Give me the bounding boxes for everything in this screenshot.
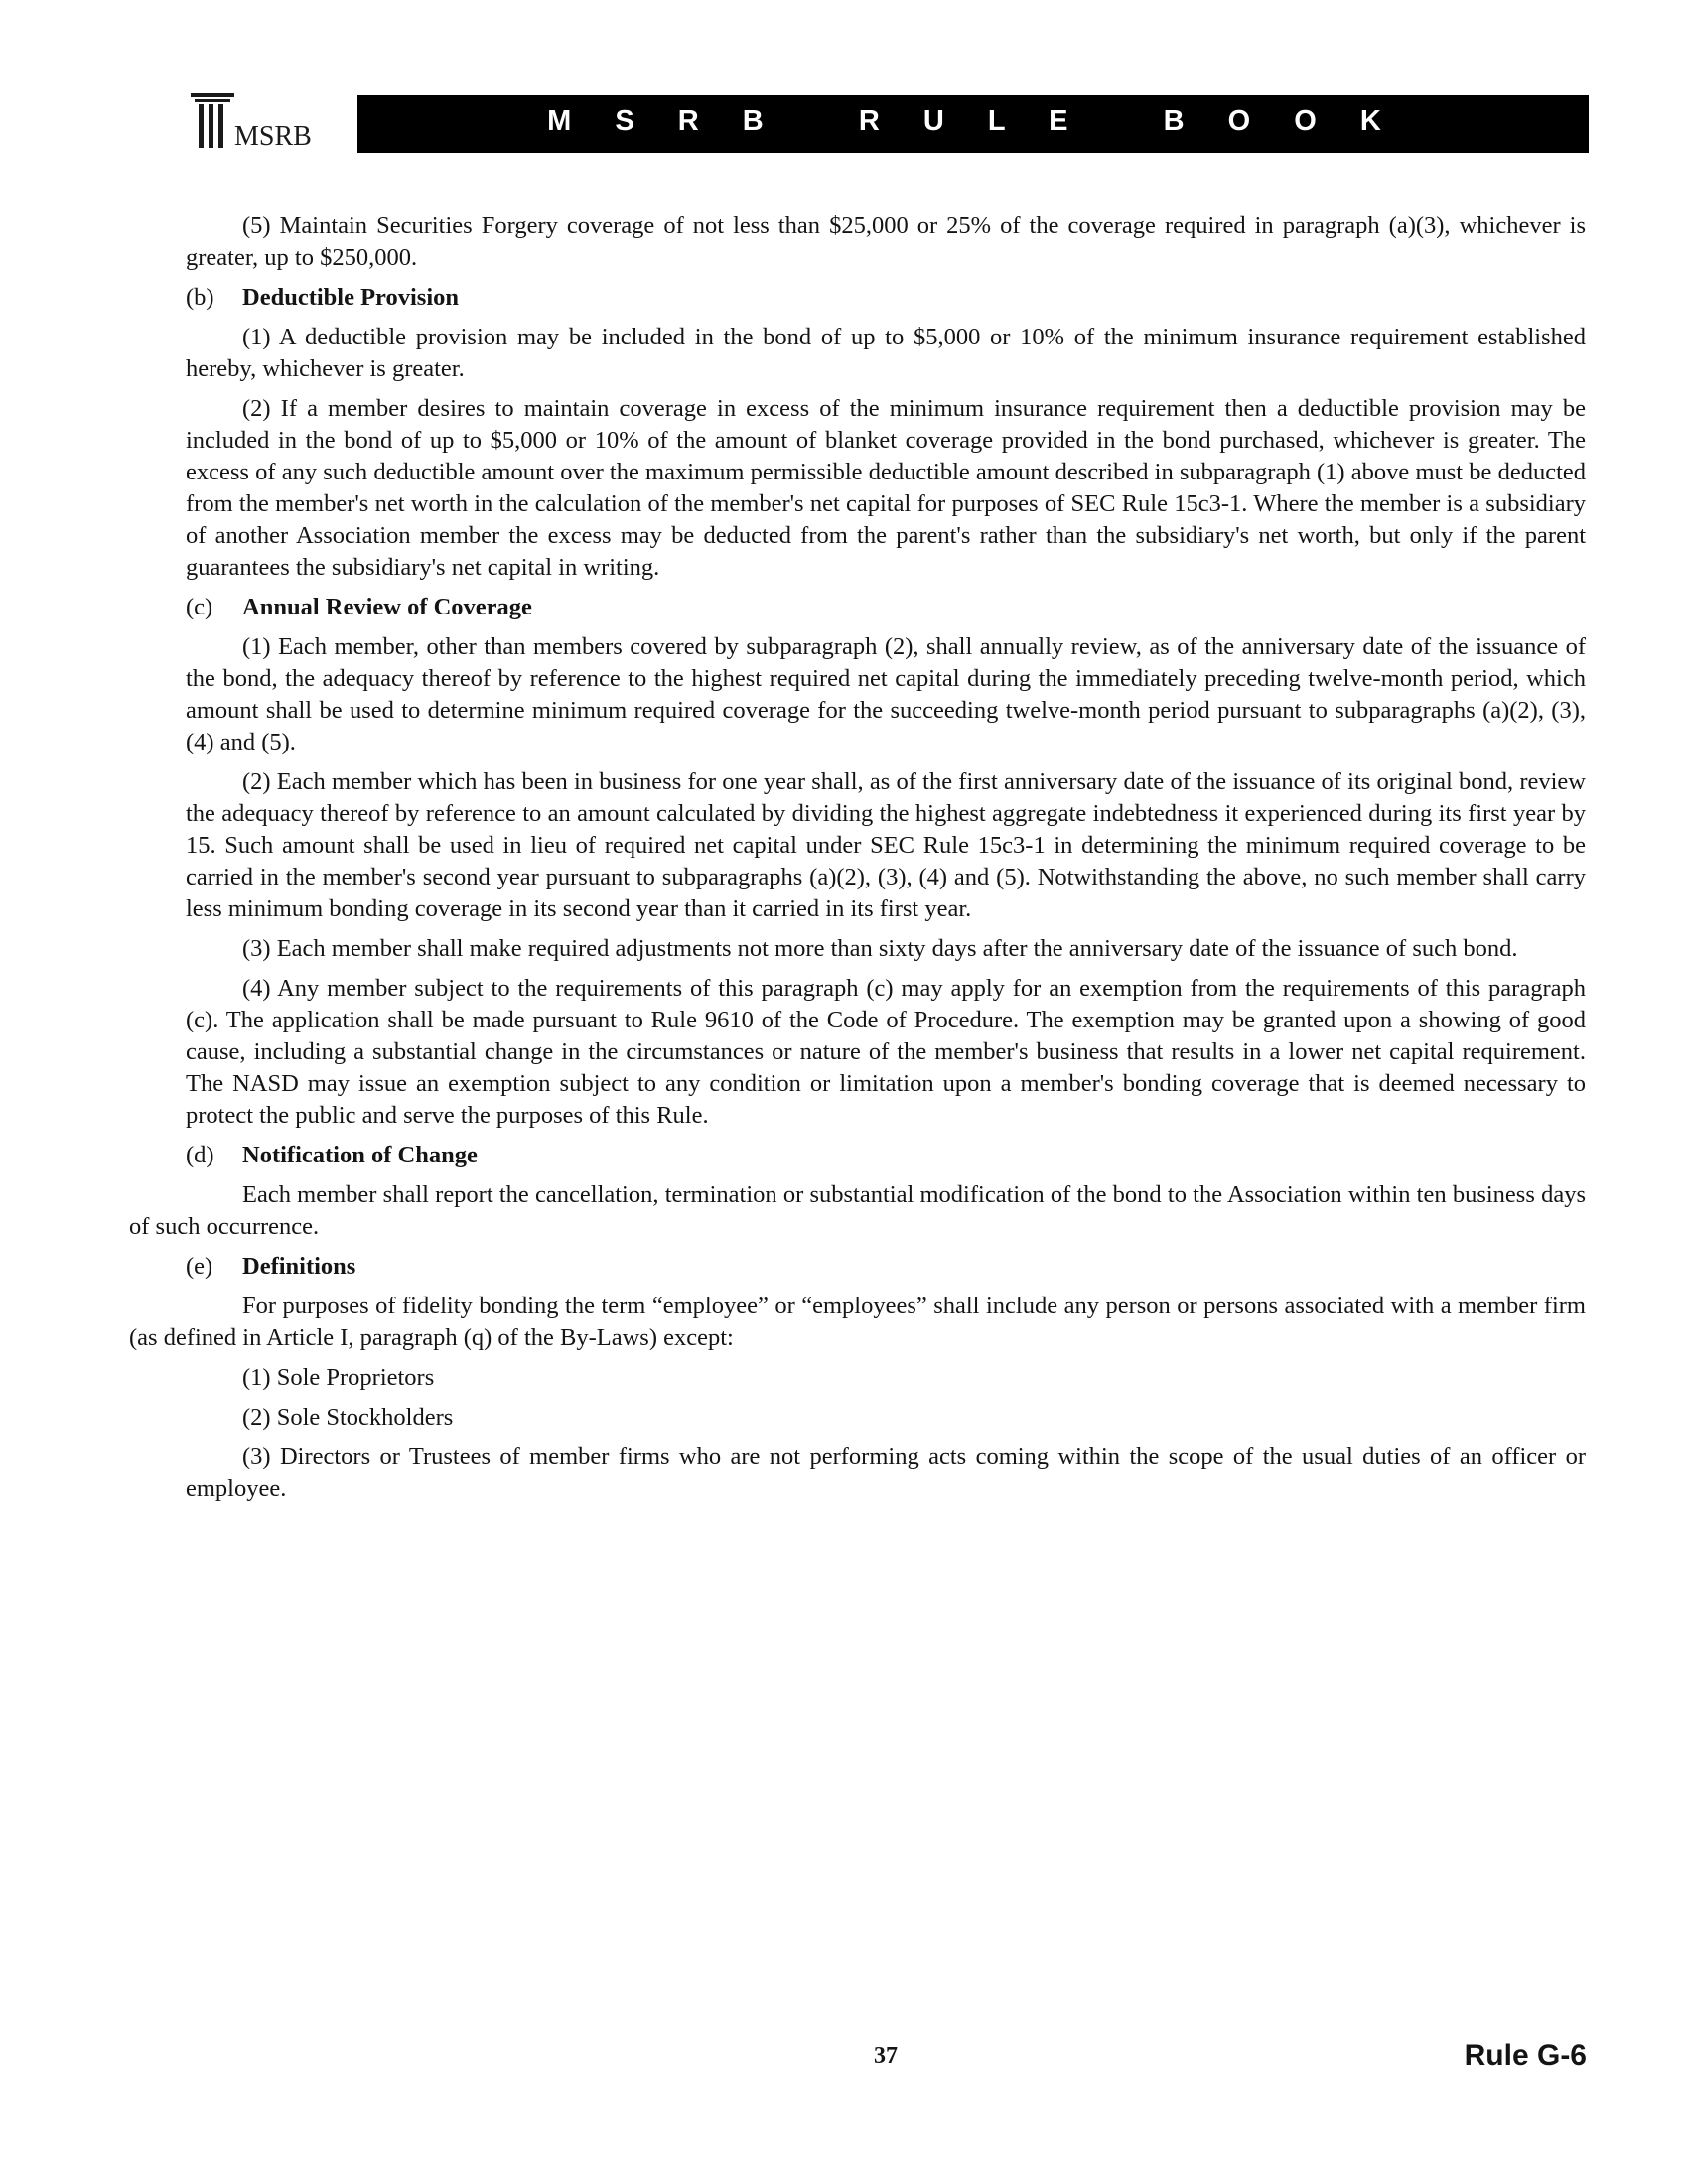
section-title: Annual Review of Coverage	[242, 594, 532, 620]
section-heading-e	[186, 1251, 1586, 1283]
section-label: (e)	[186, 1253, 213, 1280]
header-bar	[357, 95, 1589, 153]
section-heading-c	[186, 592, 1586, 623]
section-heading-d	[186, 1140, 1586, 1171]
paragraph-c4: (4) Any member subject to the requirements of this paragraph (c) may apply for an exemption from the requirements of this paragraph (c). The application shall be made pursuant to Rule 9610 of the Code of Procedure. The exemption may be granted upon a showing of good cause, including a substantial change in the circumstances or nature of the member's business that results in a lower net capital requirement. The NASD may issue an exemption subject to any condition or limitation upon a member's bonding coverage that is deemed necessary to protect the public and serve the purposes of this Rule.	[186, 975, 1586, 1129]
logo-text: MSRB	[234, 121, 312, 152]
paragraph-a5: (5) Maintain Securities Forgery coverage of not less than $25,000 or 25% of the coverage required in paragraph (a)(3), whichever is greater, up to $250,000.	[186, 212, 1586, 271]
page-header	[189, 91, 1589, 159]
paragraph-d: Each member shall report the cancellation, termination or substantial modification of the bond to the Association within ten business days of such occurrence.	[129, 1181, 1586, 1240]
paragraph-e1: (1) Sole Proprietors	[242, 1364, 435, 1391]
paragraph-e: For purposes of fidelity bonding the term “employee” or “employees” shall include any person or persons associated with a member firm (as defined in Article I, paragraph (q) of the By-Laws) except:	[129, 1293, 1586, 1351]
section-title: Deductible Provision	[242, 284, 460, 311]
paragraph-b2: (2) If a member desires to maintain coverage in excess of the minimum insurance requirement then a deductible provision may be included in the bond of up to $5,000 or 10% of the amount of blanket coverage provided in the bond purchased, whichever is greater. The excess of any such deductible amount over the maximum permissible deductible amount described in subparagraph (1) above must be deducted from the member's net worth in the calculation of the member's net capital for purposes of SEC Rule 15c3-1. Where the member is a subsidiary of another Association member the excess may be deducted from the parent's rather than the subsidiary's net worth, but only if the parent guarantees the subsidiary's net capital in writing.	[186, 395, 1586, 581]
rule-label: Rule G-6	[1464, 2039, 1587, 2072]
column-logo-icon	[189, 93, 234, 155]
rule-book-title: M S R B R U L E B O O K	[547, 105, 1399, 137]
page-number: 37	[874, 2043, 898, 2069]
document-body	[129, 210, 1586, 1513]
section-title: Definitions	[242, 1253, 356, 1280]
paragraph-e3: (3) Directors or Trustees of member firms who are not performing acts coming within the scope of the usual duties of an officer or employee.	[186, 1443, 1586, 1502]
section-heading-b	[186, 282, 1586, 314]
section-label: (b)	[186, 284, 214, 311]
section-label: (d)	[186, 1142, 214, 1168]
section-title: Notification of Change	[242, 1142, 478, 1168]
paragraph-e2: (2) Sole Stockholders	[242, 1404, 454, 1431]
paragraph-c3: (3) Each member shall make required adjustments not more than sixty days after the anniversary date of the issuance of such bond.	[242, 935, 1518, 962]
msrb-logo	[189, 91, 357, 159]
paragraph-c1: (1) Each member, other than members covered by subparagraph (2), shall annually review, as of the anniversary date of the issuance of the bond, the adequacy thereof by reference to the highest required net capital during the immediately preceding twelve-month period, which amount shall be used to determine minimum required coverage for the succeeding twelve-month period pursuant to subparagraphs (a)(2), (3), (4) and (5).	[186, 633, 1586, 755]
section-label: (c)	[186, 594, 213, 620]
paragraph-b1: (1) A deductible provision may be included in the bond of up to $5,000 or 10% of the minimum insurance requirement established hereby, whichever is greater.	[186, 324, 1586, 382]
paragraph-c2: (2) Each member which has been in business for one year shall, as of the first anniversary date of the issuance of its original bond, review the adequacy thereof by reference to an amount calculated by dividing the highest aggregate indebtedness it experienced during its first year by 15. Such amount shall be used in lieu of required net capital under SEC Rule 15c3-1 in determining the minimum required coverage to be carried in the member's second year pursuant to subparagraphs (a)(2), (3), (4) and (5). Notwithstanding the above, no such member shall carry less minimum bonding coverage in its second year than it carried in its first year.	[186, 768, 1586, 922]
